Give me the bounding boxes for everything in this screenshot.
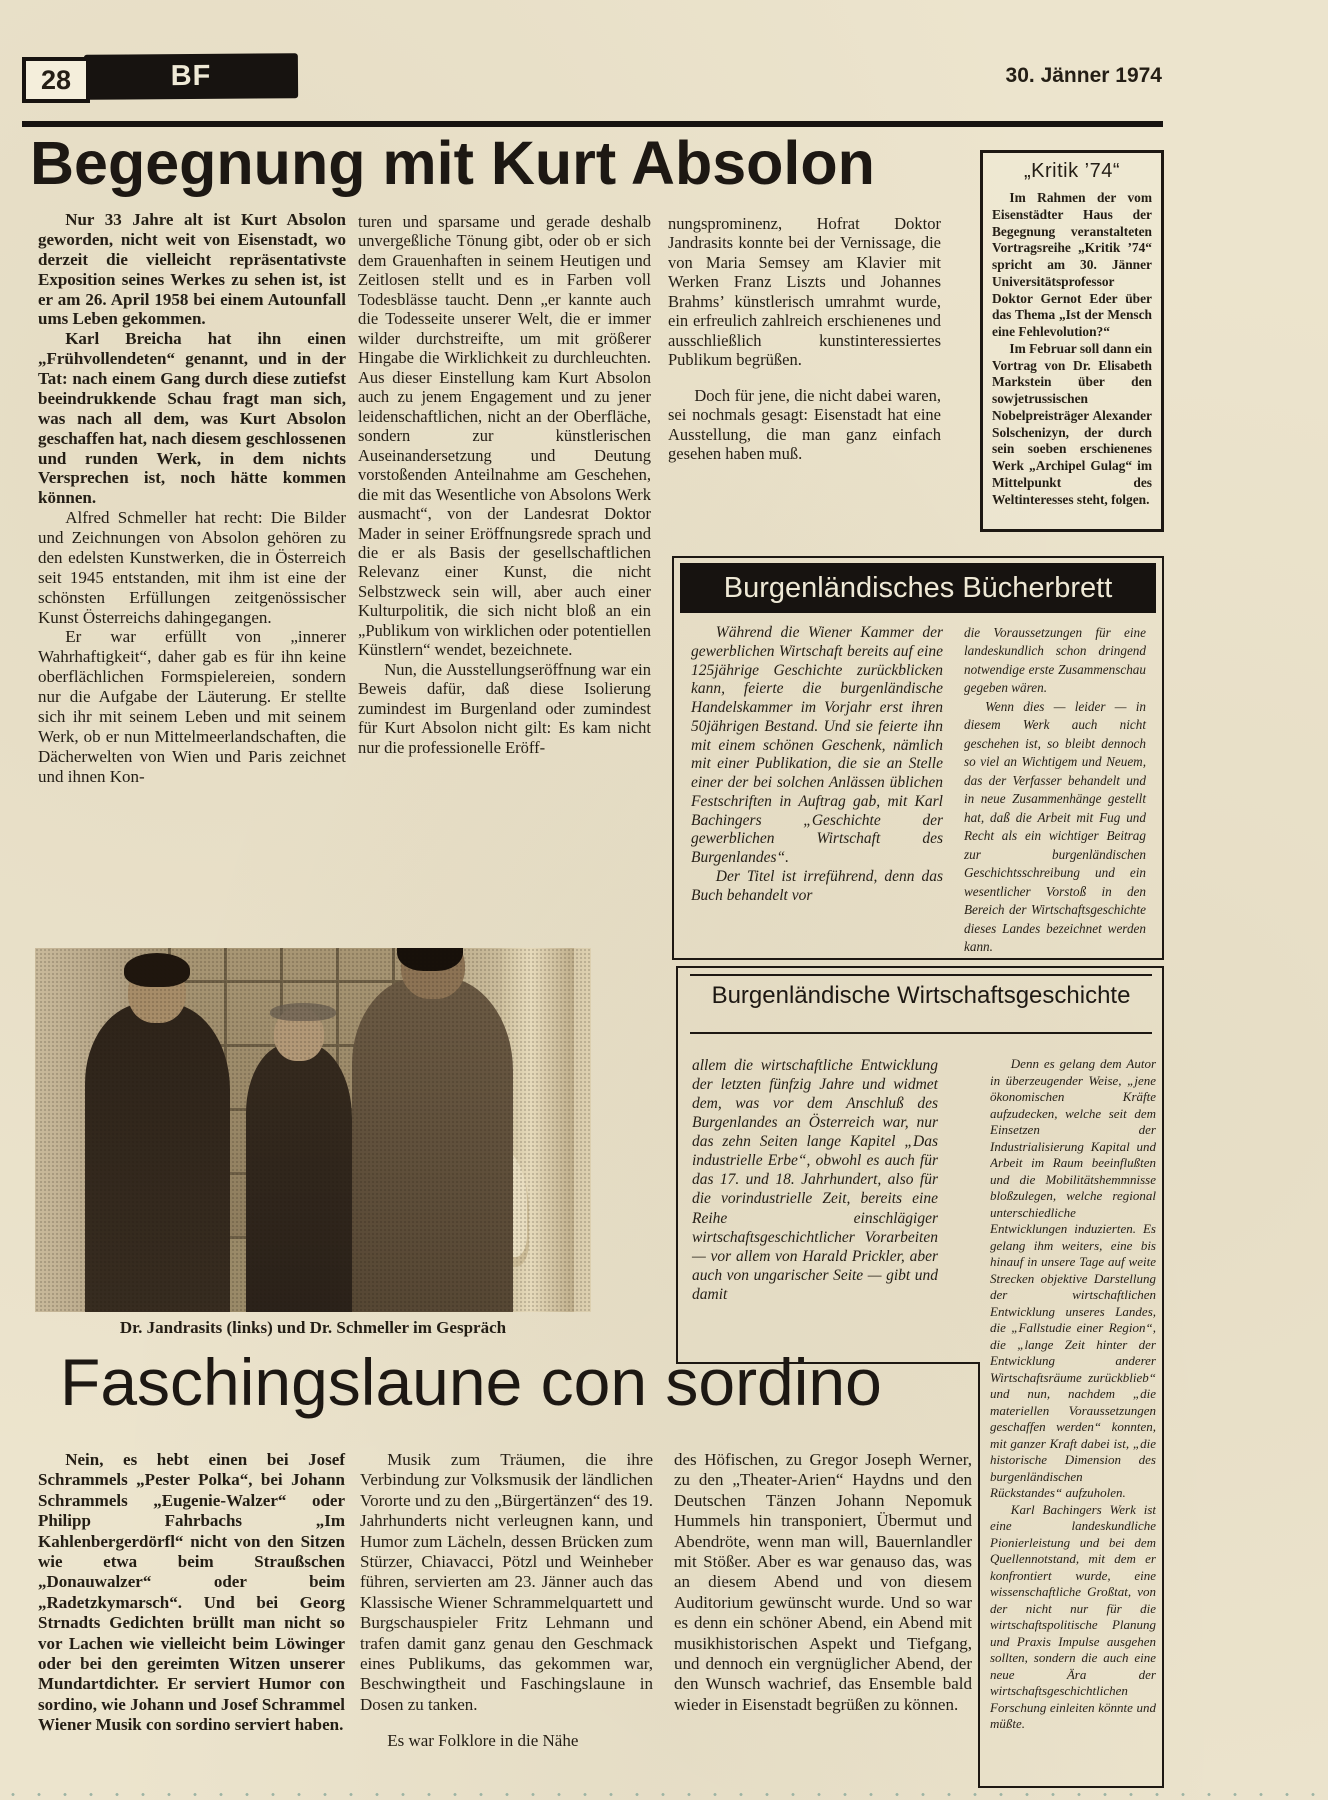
header-rule [22,121,1163,127]
kritik74-box [980,150,1164,532]
paragraph: allem die wirtschaftliche Entwicklung der letzten fünfzig Jahre und widmet dem, was vor dem Anschluß des Burgenlandes an Österreich war, nur das zehn Seiten lange Kapitel „Das industrielle Erbe“, obwohl es auch für das 17. und 18. Jahrhundert, also für die vorindustrielle Zeit, bereits eine Reihe einschlägiger wirtschaftsgeschichtlicher Vorarbeiten — vor allem von Harald Prickler, aber auch von ungarischer Seite — gibt und damit [692,1057,938,1303]
wg-title-rule-bottom [690,1032,1152,1034]
paragraph: Im Februar soll dann ein Vortrag von Dr. Elisabeth Markstein über den sowjetrussischen Nobelpreisträger Alexander Solschenizyn, der durch sein soeben erschienenes Werk „Archipel Gulag“ im Mittelpunkt des Weltinteresses steht, folgen. [992,340,1153,507]
paragraph: Während die Wiener Kammer der gewerblichen Wirtschaft bereits auf eine 125jährige Geschichte zurückblicken kann, feierte die burgenländische Handelskammer im Vorjahr erst ihren 50jährigen Bestand. Und sie feierte ihn mit einem schönen Geschenk, nämlich mit einer Publikation, die sie an Stelle einer der bei solchen Anlässen üblichen Festschriften in Auftrag gab, mit Karl Bachingers „Geschichte der gewerblichen Wirtschaft des Burgenlandes“. [691,624,943,866]
buecherbrett-section [672,556,1164,960]
buecherbrett-column-left [691,624,943,905]
article2-column-2 [360,1450,653,1751]
wg-frame-mid-vertical [978,1362,980,1788]
paragraph: turen und sparsame und gerade deshalb unvergeßliche Tönung gibt, oder ob er sich dem Grauenhaften in seinem Heutigen und Zeitlosen stellt und es in Farben voll Todesblässe taucht. Denn „er kannte auch die Todesseite unserer Welt, die er immer wilder durchstreifte, um mit größerer Hingabe die Wirklichkeit zu durchleuchten. Aus dieser Einstellung kam Kurt Absolon auch zu jenem Engagement und zu jener leidenschaftlichen, nicht an der Oberfläche, sondern zur künstlerischen Auseinandersetzung und Deutung vorstoßenden Anteilnahme am Geschehen, die mit das Wesentliche von Absolons Werk ausmacht“, von der Landesrat Doktor Mader in seiner Eröffnungsrede sprach und die er als Basis der gesellschaftlichen Relevanz einer Kunst, die nicht Selbstzweck sein will, aber auch einer Kulturpolitik, die sich nicht bloß an ein „Publikum von wirklichen oder potentiellen Künstlern“ wendet, bezeichnete. [358,212,651,660]
wg-title-rule-top [690,974,1152,976]
page-number: 28 [22,57,90,103]
paragraph: Karl Breicha hat ihn einen „Frühvollendeten“ genannt, und in der Tat: nach einem Gang durch diese zutiefst beeindrukkende Schau fragt man sich, was nach all dem, was Kurt Absolon geschaffen hat, nach diesem geschlossenen und runden Werk, in dem nichts Versprechen ist, noch hätte kommen können. [38,329,346,508]
paragraph: Er war erfüllt von „innerer Wahrhaftigkeit“, daher gab es für ihn keine oberflächlichen Formspielereien, sondern nur die Aufgabe der Läuterung. Er stellte sich ihr mit seinem Leben und mit seinem Werk, ob er nun Mittelmeerlandschaften, die Dächerwelten von Wien und Paris zeichnet und ihnen Kon- [38,627,346,786]
article1-column-1 [38,210,346,786]
photo-caption: Dr. Jandrasits (links) und Dr. Schmeller im Gespräch [119,1318,507,1337]
article1-column-2 [358,212,651,757]
wirtschaft-title: Burgenländische Wirtschaftsgeschichte [711,982,1131,1009]
paragraph: Wenn dies — leider — in diesem Werk auch nicht geschehen ist, so bleibt dennoch so viel an Wichtigem und Neuem, das der Verfasser behandelt und in neue Zusammenhänge gestellt hat, daß die Arbeit mit Fug und Recht als ein wichtiger Beitrag zur burgenländischen Geschichtsschreibung und ein wesentlicher Vorstoß in den Bereich der Wirtschaftsgeschichte dieses Landes bezeichnet werden kann. [964,698,1146,955]
wg-frame-left [676,966,678,1364]
issue-date: 30. Jänner 1974 [1005,64,1162,87]
paragraph: Nein, es hebt einen bei Josef Schrammels „Pester Polka“, bei Johann Schrammels „Eugenie-Walzer“ oder Philipp Fahrbachs „Im Kahlenbergerdörfl“ nicht von den Sitzen wie etwa beim Straußschen „Donauwalzer“ oder beim „Radetzkymarsch“. Und bei Georg Strnadts Gedichten brüllt man nicht so vor Lachen wie vielleicht beim Löwinger oder bei den gereimten Witzen unserer Mundartdichter. Er serviert Humor con sordino, wie Johann und Josef Schrammel Wiener Musik con sordino serviert haben. [38,1450,345,1735]
bf-logo [84,53,298,99]
page-bottom-perforation [0,1792,1328,1797]
buecherbrett-column-right [964,624,1146,957]
wirtschaft-column-right [990,1056,1156,1782]
paragraph: Alfred Schmeller hat recht: Die Bilder und Zeichnungen von Absolon gehören zu den edelsten Kunstwerken, die in Österreich seit 1945 entstanden, mit ihm ist eine der schönsten Erfüllungen zeitgenössischer Kunst Österreichs dahingegangen. [38,508,346,627]
article2-column-3 [674,1450,972,1715]
kritik74-body [992,190,1152,508]
wg-frame-bottom [978,1786,1164,1788]
paragraph: Nun, die Ausstellungseröffnung war ein Beweis dafür, daß diese Isolierung zumindest im Burgenland oder zumindest für Kurt Absolon nicht gilt: Es kam nicht nur die professionelle Eröff- [358,659,651,757]
article2-column-1 [38,1450,345,1735]
wirtschaft-column-left [692,1056,938,1304]
paragraph: Doch für jene, die nicht dabei waren, sei nochmals gesagt: Eisenstadt hat eine Ausstellung, die man ganz einfach gesehen haben muß. [668,385,941,464]
paragraph: Musik zum Träumen, die ihre Verbindung zur Volksmusik der ländlichen Vororte und zu den „Bürgertänzen“ des 19. Jahrhunderts nicht verleugnen kann, und Humor zum Lächeln, dessen Brücken zum Stürzer, Chiavacci, Pötzl und Weinheber führen, servierten am 23. Jänner auch das Klassische Wiener Schrammelquartett und Burgschauspieler Fritz Lehmann und trafen damit ganz genau den Geschmack eines Publikums, das gekommen war, Beschwingtheit und Faschingslaune in Dosen zu tanken. [360,1450,653,1714]
paragraph: Nur 33 Jahre alt ist Kurt Absolon geworden, nicht weit von Eisenstadt, wo derzeit die vielleicht repräsentativste Exposition seines Werkes zu sehen ist, ist er am 26. April 1958 bei einem Autounfall ums Leben gekommen. [38,210,346,329]
buecherbrett-title-bar [680,563,1156,613]
paragraph: des Höfischen, zu Gregor Joseph Werner, zu den „Theater-Arien“ Haydns und den Deutschen Tänzen Johann Nepomuk Hummels hin transponiert, Übermut und Abendröte, wenn man will, Bauernlandler mit Stößer. Aber es war genauso das, was an diesem Abend und von diesem Auditorium gewünscht wurde. Und so war es denn ein schöner Abend, ein Abend mit musikhistorischen Aspekt und Tiefgang, und dennoch ein vergnüglicher Abend, der den Wunsch wachrief, das Ensemble bald wieder in Eisenstadt begrüßen zu können. [674,1450,972,1714]
bf-logo-text: BF [170,59,212,93]
paragraph: Es war Folklore in die Nähe [387,1731,579,1751]
paragraph: Der Titel ist irreführend, denn das Buch behandelt vor [691,867,943,904]
paragraph: Denn es gelang dem Autor in überzeugender Weise, „jene ökonomischen Kräfte aufzudecken, welche seit dem Einsetzen der Industrialisierung Kapital und Arbeit im Raum beeinflußten und die Mobilitätshemmnisse bloßzulegen, welche regional unterschiedliche Entwicklungen induzierten. Es gelang ihm weiters, eine bis hinauf in unsere Tage auf weite Strecken objektive Darstellung der wirtschaftlichen Entwicklung unseres Landes, die „Fallstudie einer Region“, die „lange Zeit hinter der Entwicklung anderer Wirtschaftsräume zurückblieb“ und nun, nachdem „die materiellen Voraussetzungen geschaffen werden“ konnten, mit ganzer Kraft dabei ist, „die historische Dimension des burgenländischen Rückstandes“ aufzuholen. [990,1056,1156,1500]
article1-headline: Begegnung mit Kurt Absolon [30,129,875,197]
paragraph: nungsprominenz, Hofrat Doktor Jandrasits konnte bei der Vernissage, die von Maria Semsey am Klavier mit Werken Franz Liszts und Johannes Brahms’ künstlerisch umrahmt wurde, ein erfreulich zahlreich erschienenes und ausschließlich kunstinteressiertes Publikum begrüßen. [668,214,941,370]
photo-jandrasits-schmeller [35,948,591,1312]
photo-halftone-overlay [35,948,591,1312]
wg-frame-right [1162,966,1164,1788]
buecherbrett-title: Burgenländisches Bücherbrett [723,571,1113,604]
paragraph: die Voraussetzungen für eine landeskundlich schon dringend notwendige erste Zusammenschau gegeben wären. [964,625,1146,696]
paragraph: Karl Bachingers Werk ist eine landeskundliche Pionierleistung und bei dem Quellennotstand, mit dem er konfrontiert wurde, eine wissenschaftliche Großtat, von der nicht nur für die wirtschaftspolitische Planung und Praxis Impulse ausgehen sollten, sondern die auch eine neue Ära der wirtschaftsgeschichtlichen Forschung einleiten könnte und müßte. [990,1501,1156,1731]
paragraph: Im Rahmen der vom Eisenstädter Haus der Begegnung veranstalteten Vortragsreihe „Kritik ’74“ spricht am 30. Jänner Universitätsprofessor Doktor Gernot Eder über das Thema „Ist der Mensch eine Fehlevolution?“ [992,190,1152,339]
article1-column-3 [668,214,941,464]
wg-frame-top [676,966,1164,968]
article2-headline: Faschingslaune con sordino [60,1345,882,1419]
kritik74-title: „Kritik ’74“ [1023,160,1120,182]
